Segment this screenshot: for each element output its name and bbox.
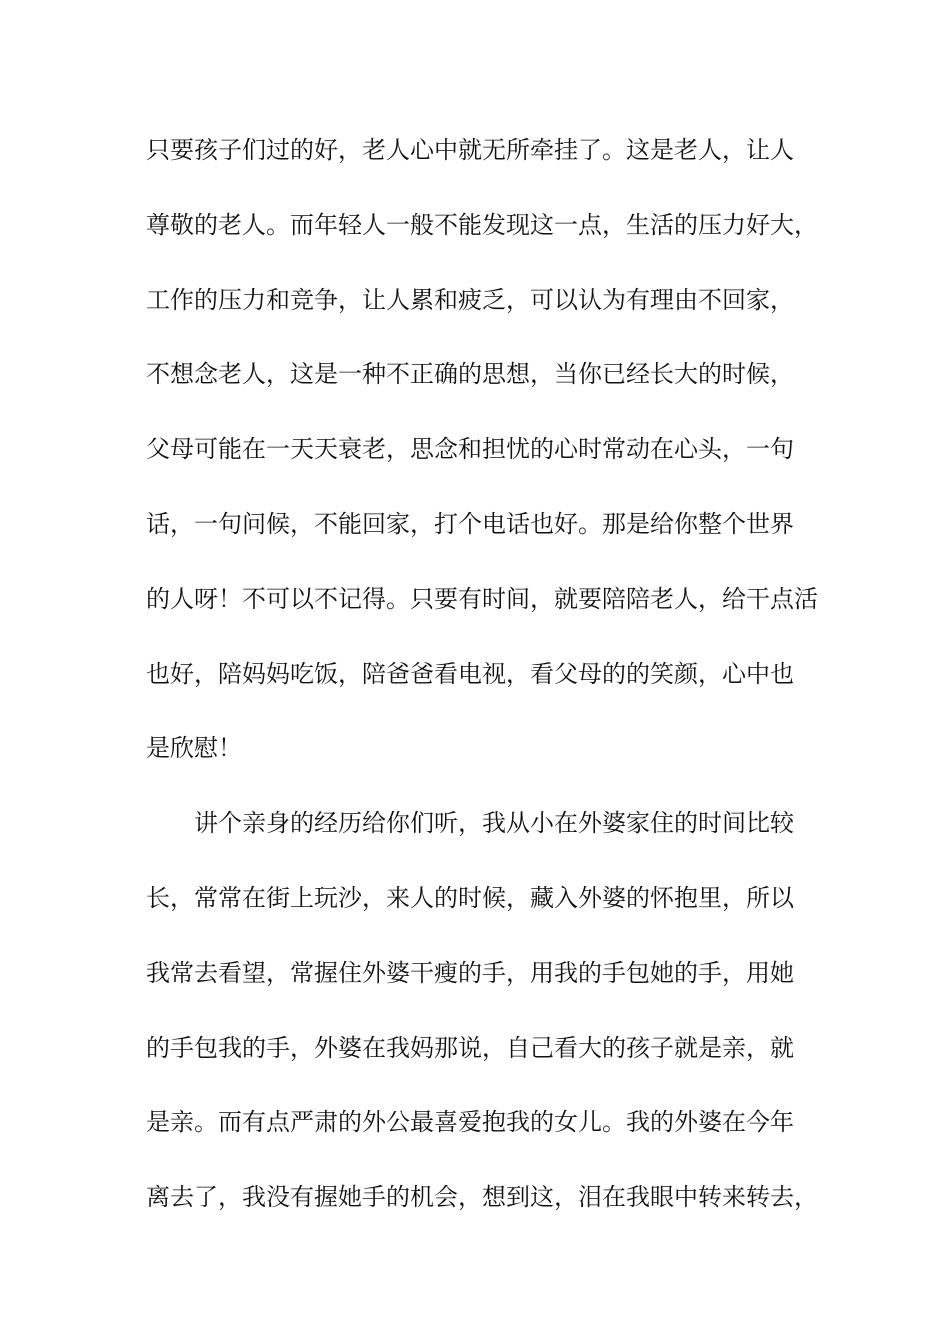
text-line: 只要孩子们过的好，老人心中就无所牵挂了。这是老人，让人 (146, 136, 794, 164)
text-line: 的人呀！不可以不记得。只要有时间，就要陪陪老人，给干点活 (146, 584, 818, 613)
paragraph-first-line: 讲个亲身的经历给你们听，我从小在外婆家住的时间比较 (194, 809, 794, 838)
text-line: 是亲。而有点严肃的外公最喜爱抱我的女儿。我的外婆在今年 (146, 1108, 794, 1137)
text-line: 长，常常在街上玩沙，来人的时候，藏入外婆的怀抱里，所以 (146, 883, 794, 912)
text-line: 也好，陪妈妈吃饭，陪爸爸看电视，看父母的的笑颜，心中也 (146, 659, 794, 688)
text-line: 父母可能在一天天衰老，思念和担忧的心时常动在心头，一句 (146, 435, 794, 464)
text-line: 不想念老人，这是一种不正确的思想，当你已经长大的时候， (146, 360, 794, 389)
text-line: 是欣慰！ (146, 734, 242, 763)
text-line: 我常去看望，常握住外婆干瘦的手，用我的手包她的手，用她 (146, 958, 794, 987)
body-text (146, 126, 836, 1248)
text-line: 的手包我的手，外婆在我妈那说，自己看大的孩子就是亲，就 (146, 1033, 794, 1062)
text-line: 尊敬的老人。而年轻人一般不能发现这一点，生活的压力好大， (146, 210, 818, 239)
text-line: 工作的压力和竞争，让人累和疲乏，可以认为有理由不回家， (146, 285, 794, 314)
text-line: 话，一句问候，不能回家，打个电话也好。那是给你整个世界 (146, 509, 794, 538)
text-line: 离去了，我没有握她手的机会，想到这，泪在我眼中转来转去， (146, 1183, 818, 1212)
